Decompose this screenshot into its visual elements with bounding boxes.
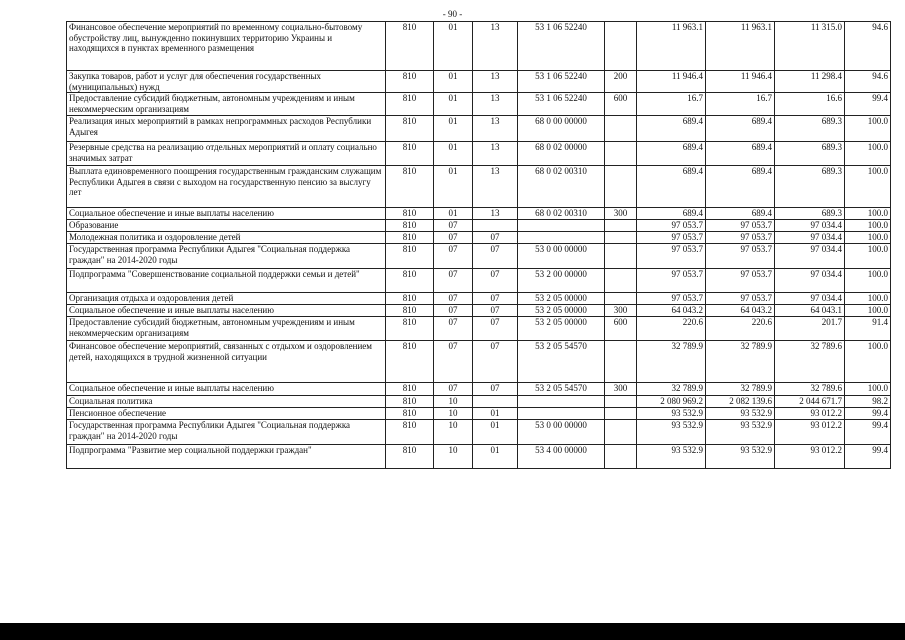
razdel-code: 10: [434, 408, 473, 420]
razdel-code: 07: [434, 317, 473, 341]
plan-amount: 220.6: [637, 317, 706, 341]
execution-percent: 99.4: [845, 93, 891, 116]
row-name: Подпрограмма "Развитие мер социальной поддержки граждан": [67, 445, 386, 469]
plan-amount: 11 963.1: [637, 22, 706, 71]
approved-amount: 11 963.1: [706, 22, 775, 71]
table-row: [67, 396, 891, 408]
podrazdel-code: 13: [473, 116, 518, 142]
vedomstvo-code: 810: [386, 445, 434, 469]
executed-amount: 97 034.4: [775, 269, 845, 293]
target-article-code: 53 2 05 00000: [518, 293, 605, 305]
table-row: [67, 22, 891, 71]
approved-amount: 16.7: [706, 93, 775, 116]
approved-amount: 32 789.9: [706, 341, 775, 383]
target-article-code: 53 2 05 54570: [518, 383, 605, 396]
row-name: Пенсионное обеспечение: [67, 408, 386, 420]
executed-amount: 16.6: [775, 93, 845, 116]
vedomstvo-code: 810: [386, 142, 434, 166]
row-name: Выплата единовременного поощрения государственным гражданским служащим Республики Адыгея в связи с выходом на государственную пенсию за выслугу лет: [67, 166, 386, 208]
execution-percent: 100.0: [845, 293, 891, 305]
expense-type-code: [605, 445, 637, 469]
execution-percent: 100.0: [845, 244, 891, 269]
approved-amount: 93 532.9: [706, 445, 775, 469]
approved-amount: 689.4: [706, 208, 775, 220]
approved-amount: 97 053.7: [706, 244, 775, 269]
executed-amount: 11 298.4: [775, 71, 845, 93]
executed-amount: 93 012.2: [775, 408, 845, 420]
executed-amount: 93 012.2: [775, 420, 845, 445]
podrazdel-code: 01: [473, 408, 518, 420]
table-row: [67, 93, 891, 116]
podrazdel-code: 13: [473, 208, 518, 220]
expense-type-code: [605, 341, 637, 383]
row-name: Молодежная политика и оздоровление детей: [67, 232, 386, 244]
target-article-code: 53 2 05 00000: [518, 317, 605, 341]
plan-amount: 93 532.9: [637, 408, 706, 420]
target-article-code: 53 1 06 52240: [518, 71, 605, 93]
plan-amount: 97 053.7: [637, 232, 706, 244]
executed-amount: 689.3: [775, 208, 845, 220]
execution-percent: 99.4: [845, 420, 891, 445]
execution-percent: 94.6: [845, 71, 891, 93]
expense-type-code: 300: [605, 305, 637, 317]
table-row: [67, 293, 891, 305]
vedomstvo-code: 810: [386, 408, 434, 420]
razdel-code: 01: [434, 116, 473, 142]
approved-amount: 97 053.7: [706, 232, 775, 244]
target-article-code: 53 1 06 52240: [518, 22, 605, 71]
execution-percent: 91.4: [845, 317, 891, 341]
target-article-code: 68 0 02 00000: [518, 142, 605, 166]
execution-percent: 100.0: [845, 383, 891, 396]
razdel-code: 07: [434, 341, 473, 383]
expense-type-code: [605, 244, 637, 269]
plan-amount: 32 789.9: [637, 383, 706, 396]
executed-amount: 97 034.4: [775, 232, 845, 244]
plan-amount: 689.4: [637, 116, 706, 142]
expense-type-code: 600: [605, 317, 637, 341]
razdel-code: 01: [434, 142, 473, 166]
execution-percent: 99.4: [845, 445, 891, 469]
podrazdel-code: 07: [473, 383, 518, 396]
plan-amount: 32 789.9: [637, 341, 706, 383]
expense-type-code: [605, 269, 637, 293]
podrazdel-code: [473, 220, 518, 232]
podrazdel-code: 01: [473, 445, 518, 469]
table-row: [67, 341, 891, 383]
expense-type-code: [605, 142, 637, 166]
vedomstvo-code: 810: [386, 220, 434, 232]
plan-amount: 689.4: [637, 208, 706, 220]
plan-amount: 97 053.7: [637, 220, 706, 232]
row-name: Организация отдыха и оздоровления детей: [67, 293, 386, 305]
target-article-code: 68 0 00 00000: [518, 116, 605, 142]
vedomstvo-code: 810: [386, 232, 434, 244]
executed-amount: 689.3: [775, 166, 845, 208]
row-name: Финансовое обеспечение мероприятий, связанных с отдыхом и оздоровлением детей, находящихся в трудной жизненной ситуации: [67, 341, 386, 383]
approved-amount: 689.4: [706, 166, 775, 208]
target-article-code: 53 0 00 00000: [518, 244, 605, 269]
execution-percent: 99.4: [845, 408, 891, 420]
plan-amount: 689.4: [637, 166, 706, 208]
target-article-code: [518, 396, 605, 408]
approved-amount: 97 053.7: [706, 269, 775, 293]
row-name: Государственная программа Республики Адыгея "Социальная поддержка граждан" на 2014-2020 годы: [67, 244, 386, 269]
vedomstvo-code: 810: [386, 166, 434, 208]
execution-percent: 100.0: [845, 232, 891, 244]
podrazdel-code: [473, 396, 518, 408]
approved-amount: 689.4: [706, 116, 775, 142]
table-row: [67, 445, 891, 469]
table-row: [67, 383, 891, 396]
executed-amount: 64 043.1: [775, 305, 845, 317]
row-name: Финансовое обеспечение мероприятий по временному социально-бытовому обустройству лиц, вынужденно покинувших территорию Украины и находящихся в пунктах временного размещения: [67, 22, 386, 71]
expense-type-code: [605, 220, 637, 232]
target-article-code: 53 2 05 54570: [518, 341, 605, 383]
target-article-code: [518, 232, 605, 244]
row-name: Образование: [67, 220, 386, 232]
page-number: - 90 -: [442, 9, 463, 19]
approved-amount: 32 789.9: [706, 383, 775, 396]
approved-amount: 64 043.2: [706, 305, 775, 317]
vedomstvo-code: 810: [386, 244, 434, 269]
row-name: Реализация иных мероприятий в рамках непрограммных расходов Республики Адыгея: [67, 116, 386, 142]
razdel-code: 07: [434, 305, 473, 317]
executed-amount: 97 034.4: [775, 293, 845, 305]
plan-amount: 93 532.9: [637, 420, 706, 445]
razdel-code: 07: [434, 232, 473, 244]
table-row: [67, 116, 891, 142]
row-name: Резервные средства на реализацию отдельных мероприятий и оплату социально значимых затрат: [67, 142, 386, 166]
expense-type-code: [605, 408, 637, 420]
approved-amount: 97 053.7: [706, 220, 775, 232]
expense-type-code: 300: [605, 383, 637, 396]
executed-amount: 97 034.4: [775, 220, 845, 232]
plan-amount: 97 053.7: [637, 244, 706, 269]
execution-percent: 98.2: [845, 396, 891, 408]
razdel-code: 07: [434, 220, 473, 232]
plan-amount: 97 053.7: [637, 269, 706, 293]
table-row: [67, 208, 891, 220]
vedomstvo-code: 810: [386, 22, 434, 71]
razdel-code: 01: [434, 208, 473, 220]
execution-percent: 100.0: [845, 220, 891, 232]
table-row: [67, 220, 891, 232]
razdel-code: 07: [434, 383, 473, 396]
plan-amount: 93 532.9: [637, 445, 706, 469]
razdel-code: 10: [434, 396, 473, 408]
razdel-code: 10: [434, 420, 473, 445]
plan-amount: 16.7: [637, 93, 706, 116]
razdel-code: 01: [434, 22, 473, 71]
approved-amount: 2 082 139.6: [706, 396, 775, 408]
executed-amount: 93 012.2: [775, 445, 845, 469]
executed-amount: 32 789.6: [775, 341, 845, 383]
razdel-code: 07: [434, 269, 473, 293]
table-row: [67, 142, 891, 166]
target-article-code: 68 0 02 00310: [518, 208, 605, 220]
vedomstvo-code: 810: [386, 420, 434, 445]
approved-amount: 11 946.4: [706, 71, 775, 93]
executed-amount: 97 034.4: [775, 244, 845, 269]
plan-amount: 64 043.2: [637, 305, 706, 317]
expense-type-code: 600: [605, 93, 637, 116]
expense-type-code: [605, 166, 637, 208]
execution-percent: 100.0: [845, 142, 891, 166]
expense-type-code: [605, 116, 637, 142]
podrazdel-code: 13: [473, 71, 518, 93]
vedomstvo-code: 810: [386, 93, 434, 116]
razdel-code: 07: [434, 244, 473, 269]
expense-type-code: [605, 22, 637, 71]
target-article-code: 53 0 00 00000: [518, 420, 605, 445]
approved-amount: 689.4: [706, 142, 775, 166]
vedomstvo-code: 810: [386, 305, 434, 317]
podrazdel-code: 07: [473, 341, 518, 383]
razdel-code: 01: [434, 166, 473, 208]
razdel-code: 07: [434, 293, 473, 305]
executed-amount: 689.3: [775, 116, 845, 142]
vedomstvo-code: 810: [386, 317, 434, 341]
podrazdel-code: 07: [473, 244, 518, 269]
target-article-code: 68 0 02 00310: [518, 166, 605, 208]
podrazdel-code: 13: [473, 166, 518, 208]
executed-amount: 2 044 671.7: [775, 396, 845, 408]
table-row: [67, 232, 891, 244]
expense-type-code: 200: [605, 71, 637, 93]
podrazdel-code: 01: [473, 420, 518, 445]
expense-type-code: [605, 420, 637, 445]
target-article-code: 53 2 00 00000: [518, 269, 605, 293]
row-name: Социальное обеспечение и иные выплаты населению: [67, 208, 386, 220]
podrazdel-code: 07: [473, 317, 518, 341]
vedomstvo-code: 810: [386, 293, 434, 305]
row-name: Предоставление субсидий бюджетным, автономным учреждениям и иным некоммерческим организациям: [67, 317, 386, 341]
execution-percent: 100.0: [845, 305, 891, 317]
podrazdel-code: 07: [473, 293, 518, 305]
executed-amount: 201.7: [775, 317, 845, 341]
plan-amount: 11 946.4: [637, 71, 706, 93]
podrazdel-code: 07: [473, 305, 518, 317]
approved-amount: 93 532.9: [706, 420, 775, 445]
execution-percent: 100.0: [845, 208, 891, 220]
expense-type-code: [605, 232, 637, 244]
executed-amount: 689.3: [775, 142, 845, 166]
podrazdel-code: 07: [473, 269, 518, 293]
executed-amount: 32 789.6: [775, 383, 845, 396]
row-name: Государственная программа Республики Адыгея "Социальная поддержка граждан" на 2014-2020 годы: [67, 420, 386, 445]
expense-type-code: [605, 293, 637, 305]
vedomstvo-code: 810: [386, 116, 434, 142]
razdel-code: 10: [434, 445, 473, 469]
table-row: [67, 408, 891, 420]
scan-bottom-edge: [0, 623, 905, 640]
target-article-code: 53 1 06 52240: [518, 93, 605, 116]
table-row: [67, 420, 891, 445]
table-row: [67, 71, 891, 93]
execution-percent: 100.0: [845, 269, 891, 293]
podrazdel-code: 07: [473, 232, 518, 244]
vedomstvo-code: 810: [386, 208, 434, 220]
target-article-code: [518, 408, 605, 420]
table-row: [67, 244, 891, 269]
execution-percent: 100.0: [845, 341, 891, 383]
executed-amount: 11 315.0: [775, 22, 845, 71]
podrazdel-code: 13: [473, 22, 518, 71]
row-name: Предоставление субсидий бюджетным, автономным учреждениям и иным некоммерческим организациям: [67, 93, 386, 116]
approved-amount: 97 053.7: [706, 293, 775, 305]
podrazdel-code: 13: [473, 142, 518, 166]
row-name: Социальная политика: [67, 396, 386, 408]
target-article-code: [518, 220, 605, 232]
row-name: Подпрограмма "Совершенствование социальной поддержки семьи и детей": [67, 269, 386, 293]
approved-amount: 220.6: [706, 317, 775, 341]
vedomstvo-code: 810: [386, 341, 434, 383]
table-row: [67, 269, 891, 293]
expense-type-code: 300: [605, 208, 637, 220]
approved-amount: 93 532.9: [706, 408, 775, 420]
row-name: Социальное обеспечение и иные выплаты населению: [67, 383, 386, 396]
row-name: Закупка товаров, работ и услуг для обеспечения государственных (муниципальных) нужд: [67, 71, 386, 93]
razdel-code: 01: [434, 93, 473, 116]
expense-type-code: [605, 396, 637, 408]
razdel-code: 01: [434, 71, 473, 93]
table-row: [67, 317, 891, 341]
table-row: [67, 166, 891, 208]
podrazdel-code: 13: [473, 93, 518, 116]
table-row: [67, 305, 891, 317]
plan-amount: 2 080 969.2: [637, 396, 706, 408]
target-article-code: 53 4 00 00000: [518, 445, 605, 469]
plan-amount: 97 053.7: [637, 293, 706, 305]
target-article-code: 53 2 05 00000: [518, 305, 605, 317]
vedomstvo-code: 810: [386, 396, 434, 408]
execution-percent: 100.0: [845, 116, 891, 142]
vedomstvo-code: 810: [386, 71, 434, 93]
budget-table: [66, 21, 891, 469]
vedomstvo-code: 810: [386, 383, 434, 396]
row-name: Социальное обеспечение и иные выплаты населению: [67, 305, 386, 317]
execution-percent: 94.6: [845, 22, 891, 71]
execution-percent: 100.0: [845, 166, 891, 208]
vedomstvo-code: 810: [386, 269, 434, 293]
plan-amount: 689.4: [637, 142, 706, 166]
